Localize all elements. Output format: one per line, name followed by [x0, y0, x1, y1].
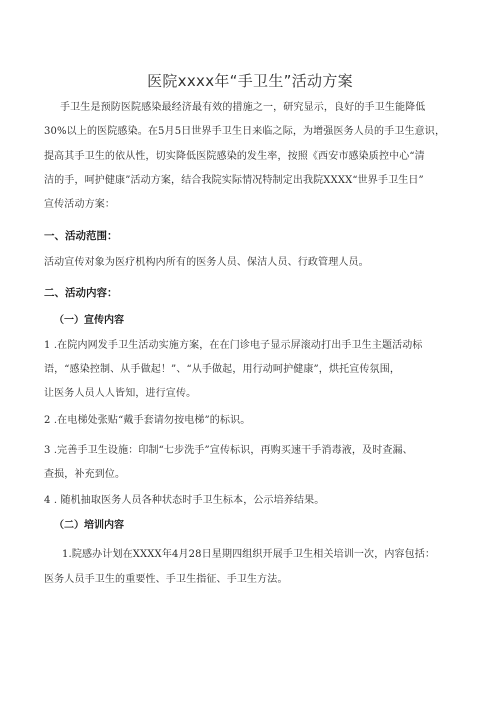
intro-line-1: 手卫生是预防医院感染最经济最有效的措施之一，研究显示，良好的手卫生能降低	[60, 102, 426, 113]
publicity-line-6: 查损，补充到位。	[44, 469, 126, 480]
subsection-publicity-heading: （一）宣传内容	[54, 315, 124, 326]
publicity-line-5: 3 .完善手卫生设施：印制“七步洗手”宣传标识，再购买速干手消毒液，及时查漏、	[44, 445, 413, 456]
intro-line-4: 洁的手，呵护健康”活动方案，结合我院实际情况特制定出我院XXXX“世界手卫生日”	[44, 175, 424, 186]
document-title: 医院xxxx年“手卫生”活动方案	[147, 72, 353, 90]
section-content-heading: 二、活动内容：	[44, 287, 118, 299]
section-scope-heading: 一、活动范围：	[44, 230, 118, 242]
publicity-line-7: 4 . 随机抽取医务人员各种状态时手卫生标本，公示培养结果。	[44, 495, 325, 506]
section-scope-line-1: 活动宣传对象为医疗机构内所有的医务人员、保洁人员、行政管理人员。	[44, 257, 369, 268]
intro-line-3: 提高其手卫生的依从性，切实降低医院感染的发生率，按照《西安市感染质控中心“清	[44, 151, 425, 162]
publicity-line-2: 语，“感染控制、从手做起！”、“从手做起，用行动呵护健康”，烘托宣传氛围，	[44, 364, 400, 375]
publicity-line-4: 2 .在电梯处张贴“戴手套请勿按电梯”的标识。	[44, 415, 251, 426]
publicity-line-1: 1 .在院内网发手卫生活动实施方案，在在门诊电子显示屏滚动打出手卫生主题活动标	[44, 340, 423, 351]
intro-line-5: 宣传活动方案：	[44, 199, 116, 210]
training-line-2: 医务人员手卫生的重要性、手卫生指征、手卫生方法。	[44, 574, 288, 585]
training-line-1: 1.院感办计划在XXXX年4月28日星期四组织开展手卫生相关培训一次，内容包括：	[62, 549, 436, 560]
publicity-line-3: 让医务人员人人皆知，进行宣传。	[44, 388, 197, 399]
subsection-training-heading: （二）培训内容	[54, 520, 124, 531]
intro-line-2: 30%以上的医院感染。在5月5日世界手卫生日来临之际，为增强医务人员的手卫生意识，	[44, 126, 446, 137]
